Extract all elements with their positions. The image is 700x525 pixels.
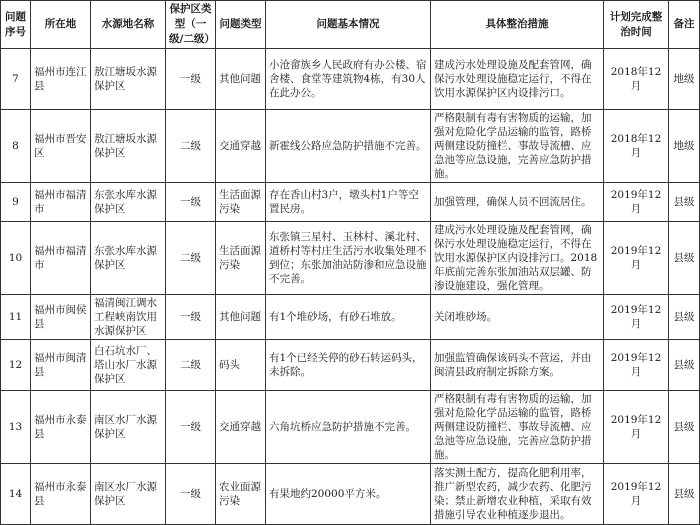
cell-source: 南区水厂水源保护区	[91, 391, 166, 464]
cell-location: 福州市晋安区	[31, 110, 91, 183]
cell-location: 福州市永泰县	[31, 391, 91, 464]
cell-level: 一级	[166, 464, 216, 525]
header-note: 备注	[669, 1, 700, 49]
cell-note: 地级	[669, 49, 700, 110]
cell-no: 7	[1, 49, 31, 110]
cell-source: 敖江塘坂水源保护区	[91, 110, 166, 183]
cell-situation: 新霍线公路应急防护措施不完善。	[266, 110, 431, 183]
cell-type: 生活面源污染	[216, 222, 266, 295]
cell-measures: 严格限制有毒有害物质的运输，加强对危险化学品运输的监管，路桥两侧建设防撞栏、事故导流槽、应急池等应急设施，完善应急防护措施。	[431, 391, 604, 464]
cell-level: 二级	[166, 340, 216, 391]
cell-situation: 存在香山村3户，墩头村1户等空置民房。	[266, 183, 431, 222]
cell-measures: 严格限制有毒有害物质的运输，加强对危险化学品运输的监管，路桥两侧建设防撞栏、事故导流槽、应急池等应急设施，完善应急防护措施。	[431, 110, 604, 183]
cell-situation: 东张镇三星村、玉林村、溪北村、道桥村等村庄生活污水收集处理不到位；东张加油站防渗和应急设施不完善。	[266, 222, 431, 295]
cell-source: 白石坑水厂、塔山水厂水源保护区	[91, 340, 166, 391]
table-row	[1, 464, 700, 525]
cell-measures: 落实测土配方，提高化肥利用率，推广新型农药，减少农药、化肥污染；禁止新增农业种植，采取有效措施引导农业种植逐步退出。	[431, 464, 604, 525]
cell-deadline: 2018年12月	[604, 110, 669, 183]
cell-type: 生活面源污染	[216, 183, 266, 222]
cell-level: 一级	[166, 49, 216, 110]
cell-location: 福州市福清市	[31, 222, 91, 295]
cell-type: 其他问题	[216, 49, 266, 110]
header-deadline: 计划完成整治时间	[604, 1, 669, 49]
cell-level: 二级	[166, 110, 216, 183]
cell-situation: 有果地约20000平方米。	[266, 464, 431, 525]
table-row	[1, 222, 700, 295]
cell-level: 一级	[166, 183, 216, 222]
cell-measures: 建成污水处理设施及配套管网，确保污水处理设施稳定运行，不得在饮用水源保护区内设排污口。2018年底前完善东张加油站双层罐、防渗设施建设，强化管理。	[431, 222, 604, 295]
table-row	[1, 110, 700, 183]
cell-note: 县级	[669, 183, 700, 222]
cell-measures: 关闭堆砂场。	[431, 295, 604, 340]
cell-measures: 加强管理，确保人员不回流居住。	[431, 183, 604, 222]
cell-deadline: 2019年12月	[604, 222, 669, 295]
cell-no: 12	[1, 340, 31, 391]
cell-measures: 建成污水处理设施及配套管网，确保污水处理设施稳定运行，不得在饮用水源保护区内设排污口。	[431, 49, 604, 110]
cell-no: 14	[1, 464, 31, 525]
cell-note: 地级	[669, 110, 700, 183]
cell-deadline: 2019年12月	[604, 183, 669, 222]
cell-note: 县级	[669, 340, 700, 391]
cell-type: 农业面源污染	[216, 464, 266, 525]
cell-deadline: 2019年12月	[604, 340, 669, 391]
cell-situation: 六角坑桥应急防护措施不完善。	[266, 391, 431, 464]
header-measures: 具体整治措施	[431, 1, 604, 49]
cell-deadline: 2019年12月	[604, 391, 669, 464]
cell-source: 敖江塘坂水源保护区	[91, 49, 166, 110]
cell-source: 东张水库水源保护区	[91, 222, 166, 295]
header-type: 问题类型	[216, 1, 266, 49]
cell-level: 一级	[166, 295, 216, 340]
cell-source: 东张水库水源保护区	[91, 183, 166, 222]
cell-no: 13	[1, 391, 31, 464]
cell-situation: 有1个堆砂场，有砂石堆放。	[266, 295, 431, 340]
header-source: 水源地名称	[91, 1, 166, 49]
cell-type: 其他问题	[216, 295, 266, 340]
cell-note: 县级	[669, 391, 700, 464]
cell-source: 福清闽江调水工程峡南饮用水源保护区	[91, 295, 166, 340]
cell-note: 县级	[669, 464, 700, 525]
cell-note: 县级	[669, 222, 700, 295]
table-row	[1, 295, 700, 340]
cell-note: 县级	[669, 295, 700, 340]
cell-level: 一级	[166, 391, 216, 464]
cell-location: 福州市连江县	[31, 49, 91, 110]
cell-measures: 加强监管确保该码头不营运，并由闽清县政府制定拆除方案。	[431, 340, 604, 391]
cell-no: 9	[1, 183, 31, 222]
cell-type: 交通穿越	[216, 391, 266, 464]
header-no: 问题序号	[1, 1, 31, 49]
cell-situation: 有1个已经关停的砂石转运码头，未拆除。	[266, 340, 431, 391]
cell-no: 8	[1, 110, 31, 183]
cell-location: 福州市永泰县	[31, 464, 91, 525]
cell-situation: 小沧畲族乡人民政府有办公楼、宿舍楼、食堂等建筑物4栋，有30人在此办公。	[266, 49, 431, 110]
cell-source: 南区水厂水源保护区	[91, 464, 166, 525]
header-location: 所在地	[31, 1, 91, 49]
cell-level: 二级	[166, 222, 216, 295]
cell-location: 福州市闽清县	[31, 340, 91, 391]
table-row	[1, 391, 700, 464]
header-situation: 问题基本情况	[266, 1, 431, 49]
cell-no: 10	[1, 222, 31, 295]
header-row	[1, 1, 700, 49]
table-row	[1, 49, 700, 110]
cell-location: 福州市福清市	[31, 183, 91, 222]
header-level: 保护区类型（一级/二级）	[166, 1, 216, 49]
cell-location: 福州市闽侯县	[31, 295, 91, 340]
cell-deadline: 2019年12月	[604, 295, 669, 340]
cell-type: 码头	[216, 340, 266, 391]
cell-no: 11	[1, 295, 31, 340]
table-row	[1, 183, 700, 222]
cell-deadline: 2018年12月	[604, 49, 669, 110]
table-row	[1, 340, 700, 391]
cell-deadline: 2019年12月	[604, 464, 669, 525]
cell-type: 交通穿越	[216, 110, 266, 183]
